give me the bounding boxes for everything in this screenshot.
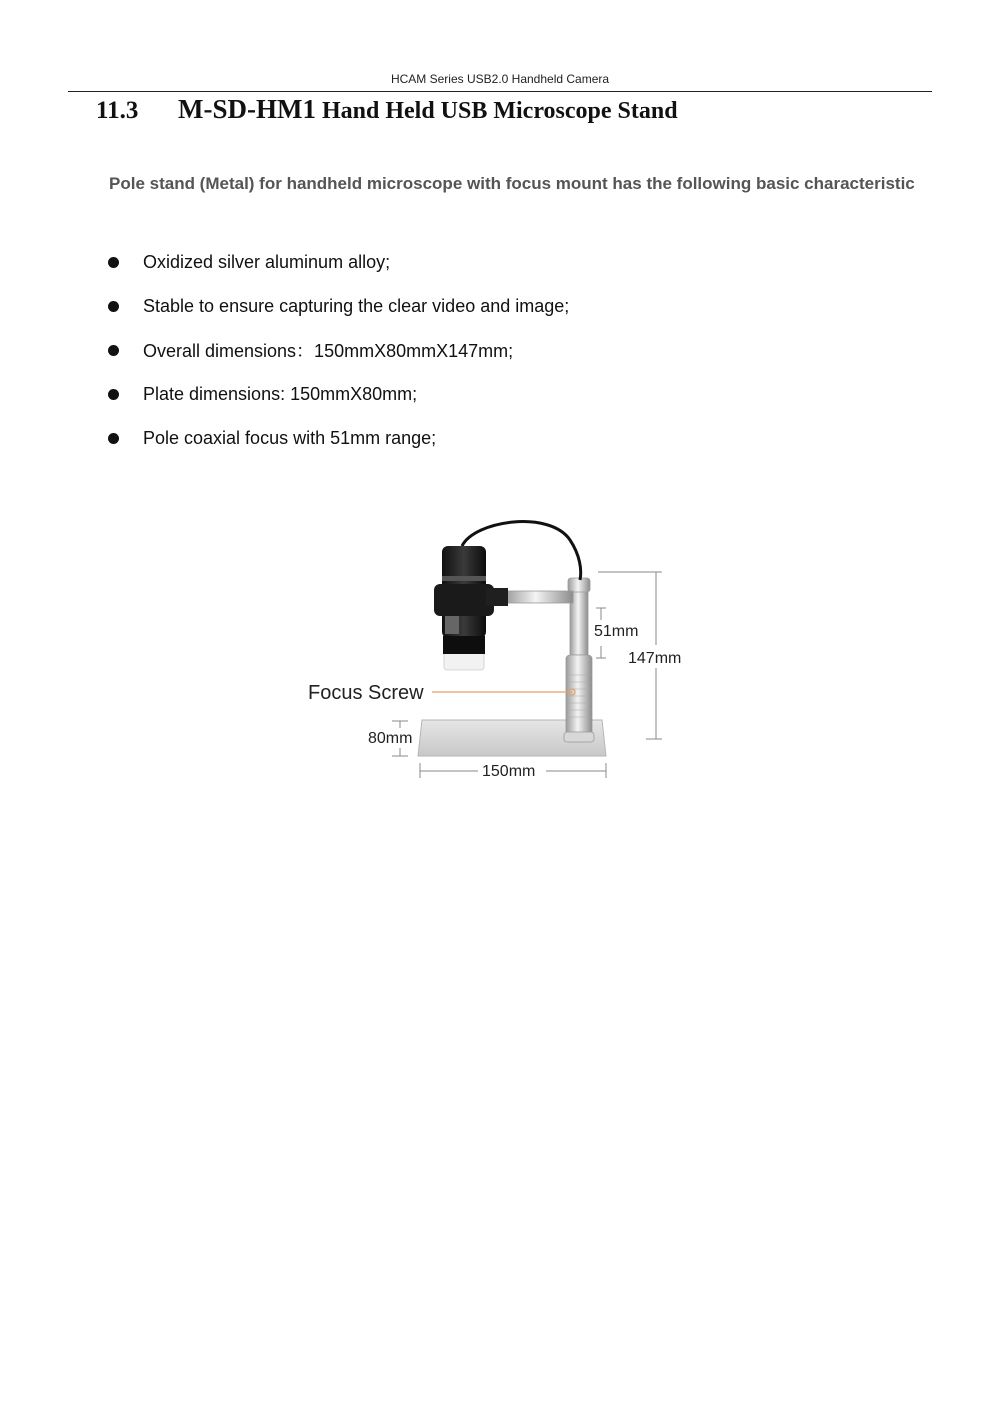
section-heading xyxy=(96,94,678,125)
horizontal-arm xyxy=(505,591,573,603)
focus-range-label: 51mm xyxy=(594,623,639,640)
microscope-stand-figure xyxy=(300,500,720,790)
feature-text: Overall dimensions：150mmX80mmX147mm; xyxy=(143,341,514,361)
feature-list xyxy=(108,240,569,460)
bullet-icon xyxy=(108,345,119,356)
intro-paragraph: Pole stand (Metal) for handheld microscope with focus mount has the following basic characteristic xyxy=(109,174,915,193)
feature-text: Oxidized silver aluminum alloy; xyxy=(143,251,391,272)
plate-width-label: 150mm xyxy=(482,763,536,780)
running-header: HCAM Series USB2.0 Handheld Camera xyxy=(390,72,610,86)
bullet-icon xyxy=(108,389,119,400)
overall-height-label: 147mm xyxy=(628,650,682,667)
feature-item xyxy=(108,416,569,460)
bullet-icon xyxy=(108,433,119,444)
header-rule xyxy=(68,91,932,92)
section-title: Hand Held USB Microscope Stand xyxy=(321,98,678,124)
bullet-icon xyxy=(108,301,119,312)
feature-item xyxy=(108,240,569,284)
feature-item xyxy=(108,328,569,372)
focus-screw-label: Focus Screw xyxy=(308,682,424,704)
section-number: 11.3 xyxy=(96,97,139,124)
feature-text: Stable to ensure capturing the clear video and image; xyxy=(143,295,570,316)
feature-text: Plate dimensions: 150mmX80mm; xyxy=(143,383,418,404)
feature-item xyxy=(108,372,569,416)
bullet-icon xyxy=(108,257,119,268)
feature-text: Pole coaxial focus with 51mm range; xyxy=(143,427,437,448)
plate-depth-label: 80mm xyxy=(368,730,413,747)
feature-item xyxy=(108,284,569,328)
section-model: M-SD-HM1 xyxy=(178,94,316,124)
